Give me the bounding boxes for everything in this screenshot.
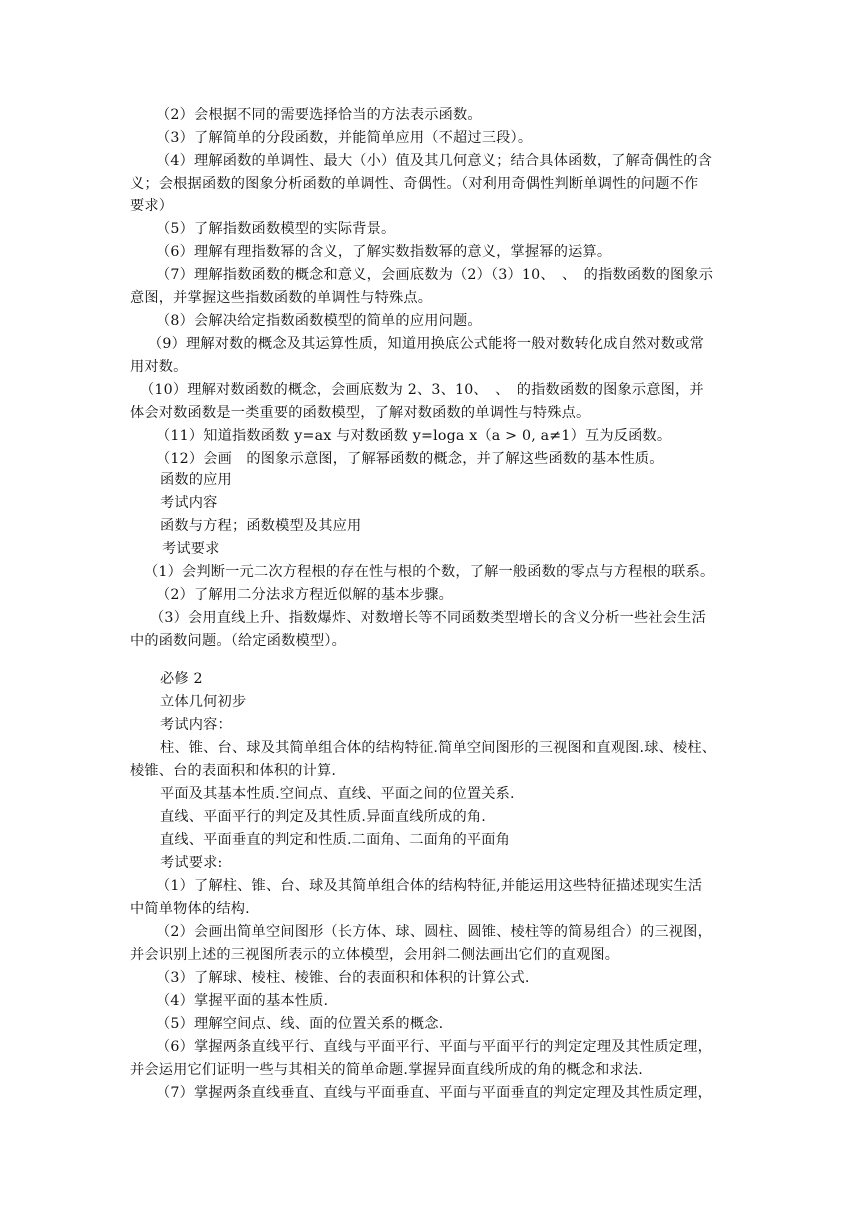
- text-line: （7）掌握两条直线垂直、直线与平面垂直、平面与平面垂直的判定定理及其性质定理，: [156, 1085, 712, 1101]
- text-line: 直线、平面垂直的判定和性质.二面角、二面角的平面角: [160, 832, 511, 848]
- text-line: 中简单物体的结构.: [130, 901, 250, 917]
- text-line: （7）理解指数函数的概念和意义，会画底数为（2）（3）10、 、 的指数函数的图象示: [156, 267, 714, 283]
- text-line: 棱锥、台的表面积和体积的计算.: [130, 763, 337, 779]
- text-line: 中的函数问题。（给定函数模型）。: [130, 633, 347, 649]
- section-heading: 立体几何初步: [160, 694, 247, 710]
- text-line: （4）理解函数的单调性、最大（小）值及其几何意义；结合具体函数，了解奇偶性的含: [156, 153, 712, 169]
- text-line: （6）掌握两条直线平行、直线与平面平行、平面与平面平行的判定定理及其性质定理，: [156, 1039, 712, 1055]
- text-line: （2）了解用二分法求方程近似解的基本步骤。: [156, 587, 453, 603]
- text-line: （6）理解有理指数幂的含义，了解实数指数幂的意义，掌握幂的运算。: [156, 244, 612, 260]
- text-line: （8）会解决给定指数函数模型的简单的应用问题。: [156, 313, 482, 329]
- text-line: 意图，并掌握这些指数函数的单调性与特殊点。: [130, 290, 433, 306]
- text-line: 义；会根据函数的图象分析函数的单调性、奇偶性。（对利用奇偶性判断单调性的问题不作: [130, 176, 699, 192]
- section-heading: 函数的应用: [160, 472, 232, 488]
- text-line: （2）会画出简单空间图形（长方体、球、圆柱、圆锥、棱柱等的简易组合）的三视图，: [156, 924, 712, 940]
- section-heading: 考试内容：: [160, 717, 232, 733]
- text-line: （10）理解对数函数的概念，会画底数为 2、3、10、 、 的指数函数的图象示意图，并: [140, 382, 704, 398]
- text-line: 并会运用它们证明一些与其相关的简单命题.掌握异面直线所成的角的概念和求法.: [130, 1062, 643, 1078]
- text-line: （12）会画 的图象示意图，了解幂函数的概念，并了解这些函数的基本性质。: [156, 451, 664, 467]
- text-line: （3）了解简单的分段函数，并能简单应用（不超过三段）。: [156, 130, 533, 146]
- text-line: （5）了解指数函数模型的实际背景。: [156, 221, 396, 237]
- text-line: （1）会判断一元二次方程根的存在性与根的个数，了解一般函数的零点与方程根的联系。: [144, 564, 715, 580]
- section-heading: 考试要求: [162, 541, 220, 557]
- text-line: 平面及其基本性质.空间点、直线、平面之间的位置关系.: [160, 786, 515, 802]
- text-line: 体会对数函数是一类重要的函数模型，了解对数函数的单调性与特殊点。: [130, 405, 591, 421]
- text-line: 函数与方程；函数模型及其应用: [160, 518, 362, 534]
- text-line: 直线、平面平行的判定及其性质.异面直线所成的角.: [160, 809, 486, 825]
- text-line: （3）了解球、棱柱、棱锥、台的表面积和体积的计算公式.: [156, 970, 530, 986]
- text-line: （2）会根据不同的需要选择恰当的方法表示函数。: [156, 107, 482, 123]
- text-line: 柱、锥、台、球及其简单组合体的结构特征.简单空间图形的三视图和直观图.球、棱柱、: [160, 740, 717, 756]
- text-line: （3）会用直线上升、指数爆炸、对数增长等不同函数类型增长的含义分析一些社会生活: [150, 610, 706, 626]
- text-line: （9）理解对数的概念及其运算性质，知道用换底公式能将一般对数转化成自然对数或常: [148, 336, 704, 352]
- text-line: （5）理解空间点、线、面的位置关系的概念.: [156, 1016, 444, 1032]
- text-line: 要求）: [130, 198, 174, 214]
- text-line: （1）了解柱、锥、台、球及其简单组合体的结构特征,并能运用这些特征描述现实生活: [156, 878, 703, 894]
- text-line: 并会识别上述的三视图所表示的立体模型，会用斜二侧法画出它们的直观图。: [130, 947, 620, 963]
- text-line: （11）知道指数函数 y=ax 与对数函数 y=loga x（a > 0, a≠1）互为反函数。: [156, 428, 672, 444]
- text-line: （4）掌握平面的基本性质.: [156, 993, 329, 1009]
- section-heading: 考试内容: [160, 495, 218, 511]
- text-line: 用对数。: [130, 359, 188, 375]
- section-heading: 必修 2: [160, 671, 203, 687]
- section-heading: 考试要求:: [160, 855, 223, 871]
